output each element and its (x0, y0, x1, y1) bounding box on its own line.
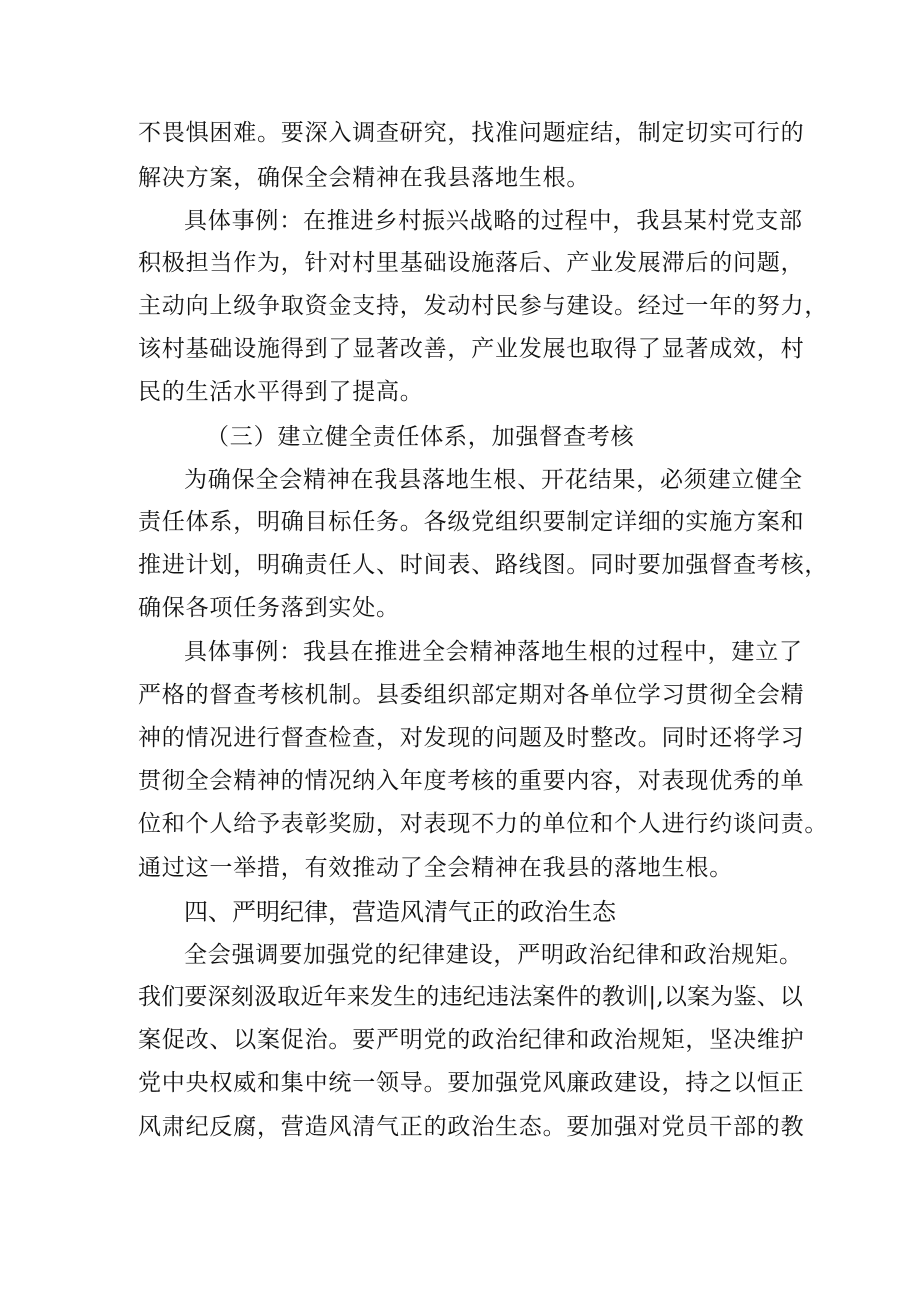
body-line: 主动向上级争取资金支持，发动村民参与建设。经过一年的努力， (138, 293, 829, 319)
body-line: 确保各项任务落到实处。 (138, 595, 400, 621)
body-line: 积极担当作为，针对村里基础设施落后、产业发展滞后的问题， (138, 250, 805, 276)
body-line: 严格的督查考核机制。县委组织部定期对各单位学习贯彻全会精 (138, 682, 805, 708)
section-heading: 四、严明纪律，营造风清气正的政治生态 (184, 898, 616, 926)
body-line: 党中央权威和集中统一领导。要加强党风廉政建设，持之以恒正 (138, 1070, 805, 1096)
body-line: 责任体系，明确目标任务。各级党组织要制定详细的实施方案和 (138, 509, 805, 535)
body-line: 通过这一举措，有效推动了全会精神在我县的落地生根。 (138, 855, 733, 881)
body-line: 案促改、以案促治。要严明党的政治纪律和政治规矩，坚决维护 (138, 1027, 805, 1053)
body-line: 为确保全会精神在我县落地生根、开花结果，必须建立健全 (184, 467, 803, 493)
body-line: 该村基础设施得到了显著改善，产业发展也取得了显著成效，村 (138, 336, 805, 362)
body-line: 神的情况进行督查检查，对发现的问题及时整改。同时还将学习 (138, 725, 805, 751)
body-line: 具体事例：我县在推进全会精神落地生根的过程中，建立了 (184, 639, 803, 665)
body-line: 贯彻全会精神的情况纳入年度考核的重要内容，对表现优秀的单 (138, 768, 805, 794)
body-line: 不畏惧困难。要深入调查研究，找准问题症结，制定切实可行的 (138, 120, 805, 146)
body-line: 具体事例：在推进乡村振兴战略的过程中，我县某村党支部 (184, 208, 803, 234)
body-line: 全会强调要加强党的纪律建设，严明政治纪律和政治规矩。 (184, 942, 803, 968)
subsection-heading: （三）建立健全责任体系，加强督查考核 (206, 424, 635, 450)
body-line: 推进计划，明确责任人、时间表、路线图。同时要加强督查考核， (138, 552, 829, 578)
body-line: 位和个人给予表彰奖励，对表现不力的单位和个人进行约谈问责。 (138, 811, 829, 837)
body-line: 我们要深刻汲取近年来发生的违纪违法案件的教训|,以案为鉴、以 (138, 984, 804, 1010)
body-line: 民的生活水平得到了提高。 (138, 379, 424, 405)
body-line: 风肃纪反腐，营造风清气正的政治生态。要加强对党员干部的教 (138, 1114, 805, 1140)
body-line: 解决方案，确保全会精神在我县落地生根。 (138, 165, 591, 191)
